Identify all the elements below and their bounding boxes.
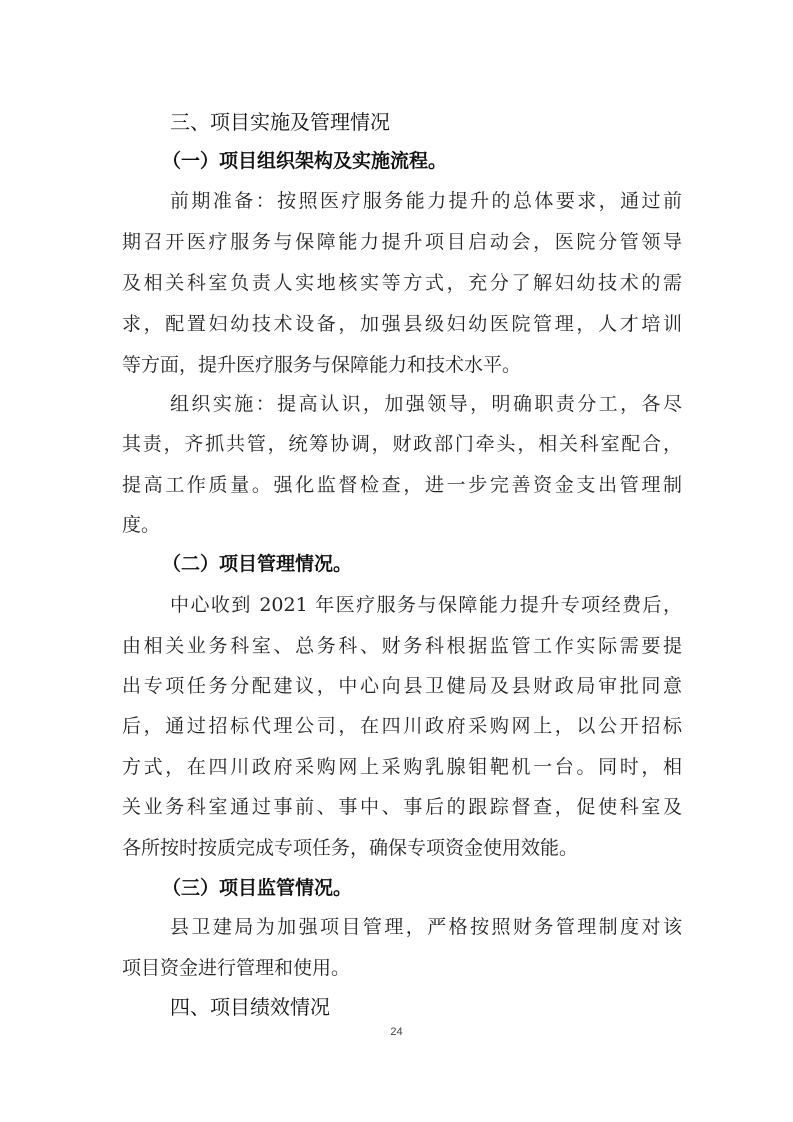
paragraph-line: 各所按时按质完成专项任务，确保专项资金使用效能。 — [122, 837, 579, 859]
paragraph-line: 中心收到 2021 年医疗服务与保障能力提升专项经费后， — [170, 594, 682, 616]
paragraph-line: 等方面，提升医疗服务与保障能力和技术水平。 — [122, 354, 522, 376]
subsection-heading: （二）项目管理情况。 — [162, 553, 353, 575]
paragraph-line: 前期准备：按照医疗服务能力提升的总体要求，通过前 — [170, 190, 682, 212]
paragraph-line: 出专项任务分配建议，中心向县卫健局及县财政局审批同意 — [122, 675, 682, 697]
paragraph-line: 方式，在四川政府采购网上采购乳腺钼靶机一台。同时，相 — [122, 756, 682, 778]
section-heading: 四、项目绩效情况 — [170, 995, 330, 1019]
paragraph-line: 求，配置妇幼技术设备，加强县级妇幼医院管理，人才培训 — [122, 313, 682, 335]
paragraph-line: 组织实施：提高认识，加强领导，明确职责分工，各尽 — [170, 393, 682, 415]
paragraph-line: 后，通过招标代理公司，在四川政府采购网上，以公开招标 — [122, 715, 682, 737]
paragraph-line: 及相关科室负责人实地核实等方式，充分了解妇幼技术的需 — [122, 272, 682, 294]
paragraph-line: 期召开医疗服务与保障能力提升项目启动会，医院分管领导 — [122, 231, 682, 253]
paragraph-line: 度。 — [122, 514, 161, 536]
section-heading: 三、项目实施及管理情况 — [170, 110, 390, 134]
paragraph-line: 县卫建局为加强项目管理，严格按照财务管理制度对该 — [170, 916, 682, 938]
subsection-heading: （三）项目监管情况。 — [162, 877, 353, 899]
paragraph-line: 项目资金进行管理和使用。 — [122, 957, 351, 979]
page-number: 24 — [390, 1026, 403, 1038]
paragraph-line: 提高工作质量。强化监督检查，进一步完善资金支出管理制 — [122, 474, 682, 496]
paragraph-line: 关业务科室通过事前、事中、事后的跟踪督查，促使科室及 — [122, 796, 682, 818]
paragraph-line: 其责，齐抓共管，统筹协调，财政部门牵头，相关科室配合， — [122, 433, 682, 455]
subsection-heading: （一）项目组织架构及实施流程。 — [162, 150, 448, 172]
paragraph-line: 由相关业务科室、总务科、财务科根据监管工作实际需要提 — [122, 635, 682, 657]
